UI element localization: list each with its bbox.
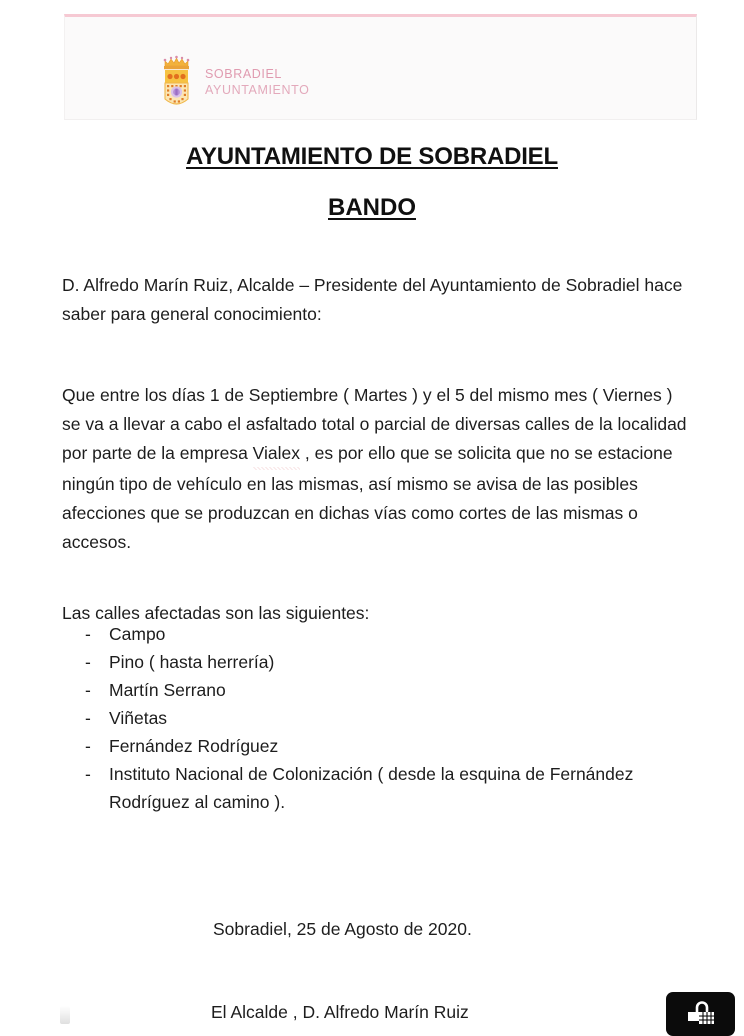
list-item [62,648,692,676]
letterhead-band [64,14,697,120]
unlock-badge[interactable] [666,992,735,1036]
page-subtitle-text: BANDO [328,193,416,221]
coat-of-arms-icon [161,55,192,109]
page-edge-artifact [60,1006,70,1024]
list-item [62,760,692,816]
intro-paragraph: D. Alfredo Marín Ruiz, Alcalde – Presidente del Ayuntamiento de Sobradiel hace saber para general conocimiento: [62,274,683,324]
notice-paragraph [62,381,692,557]
street-name: Fernández Rodríguez [109,736,279,756]
company-name-vialex: Vialex [253,439,300,470]
notice-text-part-1: Que entre los días 1 de Septiembre ( Martes ) y el 5 del mismo mes ( Viernes ) se va a llevar a cabo el asfaltado total o parcial de diversas calles de la localidad por parte de la empresa [62,384,687,463]
letterhead-logo-group [161,55,309,109]
list-bullet-dash: - [85,736,91,756]
place-and-date: Sobradiel, 25 de Agosto de 2020. [213,918,472,939]
list-bullet-dash: - [85,624,91,644]
street-name: Pino ( hasta herrería) [109,652,275,672]
list-bullet-dash: - [85,652,91,672]
streets-intro-text: Las calles afectadas son las siguientes: [62,602,370,623]
brand-line-sobradiel: SOBRADIEL [205,67,282,81]
letterhead-brand-text [205,66,309,98]
street-name: Campo [109,624,166,644]
signature-line: El Alcalde , D. Alfredo Marín Ruiz [211,1001,469,1022]
list-bullet-dash: - [85,764,91,784]
brand-line-ayuntamiento: AYUNTAMIENTO [205,83,310,97]
list-bullet-dash: - [85,680,91,700]
street-name: Instituto Nacional de Colonización ( desde la esquina de Fernández Rodríguez al camino ). [109,764,634,812]
page-subtitle [0,194,744,222]
list-item [62,704,692,732]
street-name: Martín Serrano [109,680,226,700]
list-bullet-dash: - [85,708,91,728]
list-item [62,620,692,648]
page-title [0,143,744,171]
page-title-text: AYUNTAMIENTO DE SOBRADIEL [186,143,558,171]
notice-text-part-2: , es por ello que se solicita que no se estacione ningún tipo de vehículo en las mismas, así mismo se avisa de las posibles afecciones que se produzcan en dichas vías como cortes de las mismas o accesos. [62,442,673,552]
street-name: Viñetas [109,708,168,728]
list-item [62,676,692,704]
affected-streets-list [62,620,692,816]
list-item [62,732,692,760]
